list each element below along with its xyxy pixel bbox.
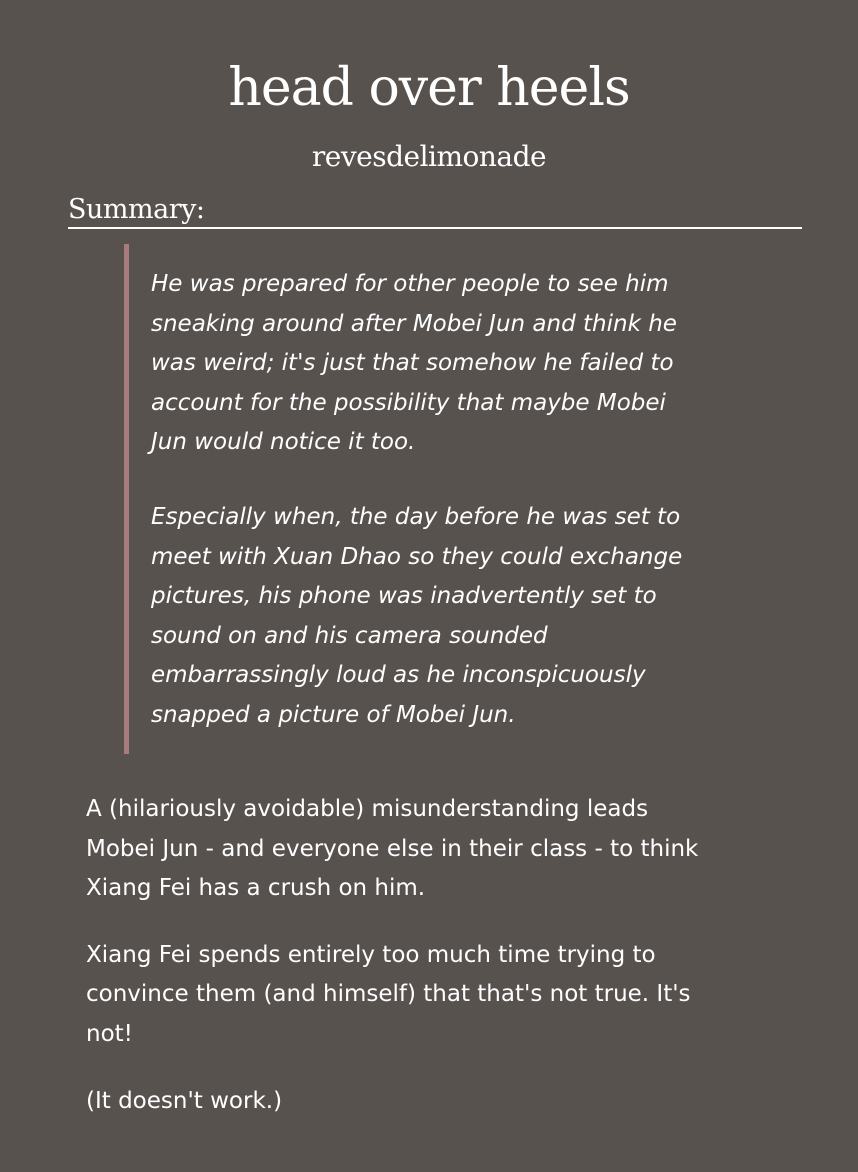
summary-paragraph-2: Xiang Fei spends entirely too much time trying to convince them (and himself) that that's not true. It's not! [86,941,691,1047]
work-title: head over heels [228,58,630,118]
quote-paragraph-1: He was prepared for other people to see him sneaking around after Mobei Jun and think he was weird; it's just that somehow he failed to account for the possibility that maybe Mobei Jun would notice it too. [151,271,677,456]
summary-body [86,790,826,1148]
summary-paragraph-1: A (hilariously avoidable) misunderstanding leads Mobei Jun - and everyone else in their class - to think Xiang Fei has a crush on him. [86,796,699,902]
summary-heading: Summary: [68,193,802,229]
quote-paragraph-2: Especially when, the day before he was set to meet with Xuan Dhao so they could exchange pictures, his phone was inadvertently set to sound on and his camera sounded embarrassingly loud as he inconspicuously snapped a picture of Mobei Jun. [151,503,683,728]
summary-blockquote [124,244,764,754]
work-author: revesdelimonade [311,140,547,173]
summary-paragraph-3: (It doesn't work.) [86,1087,283,1114]
